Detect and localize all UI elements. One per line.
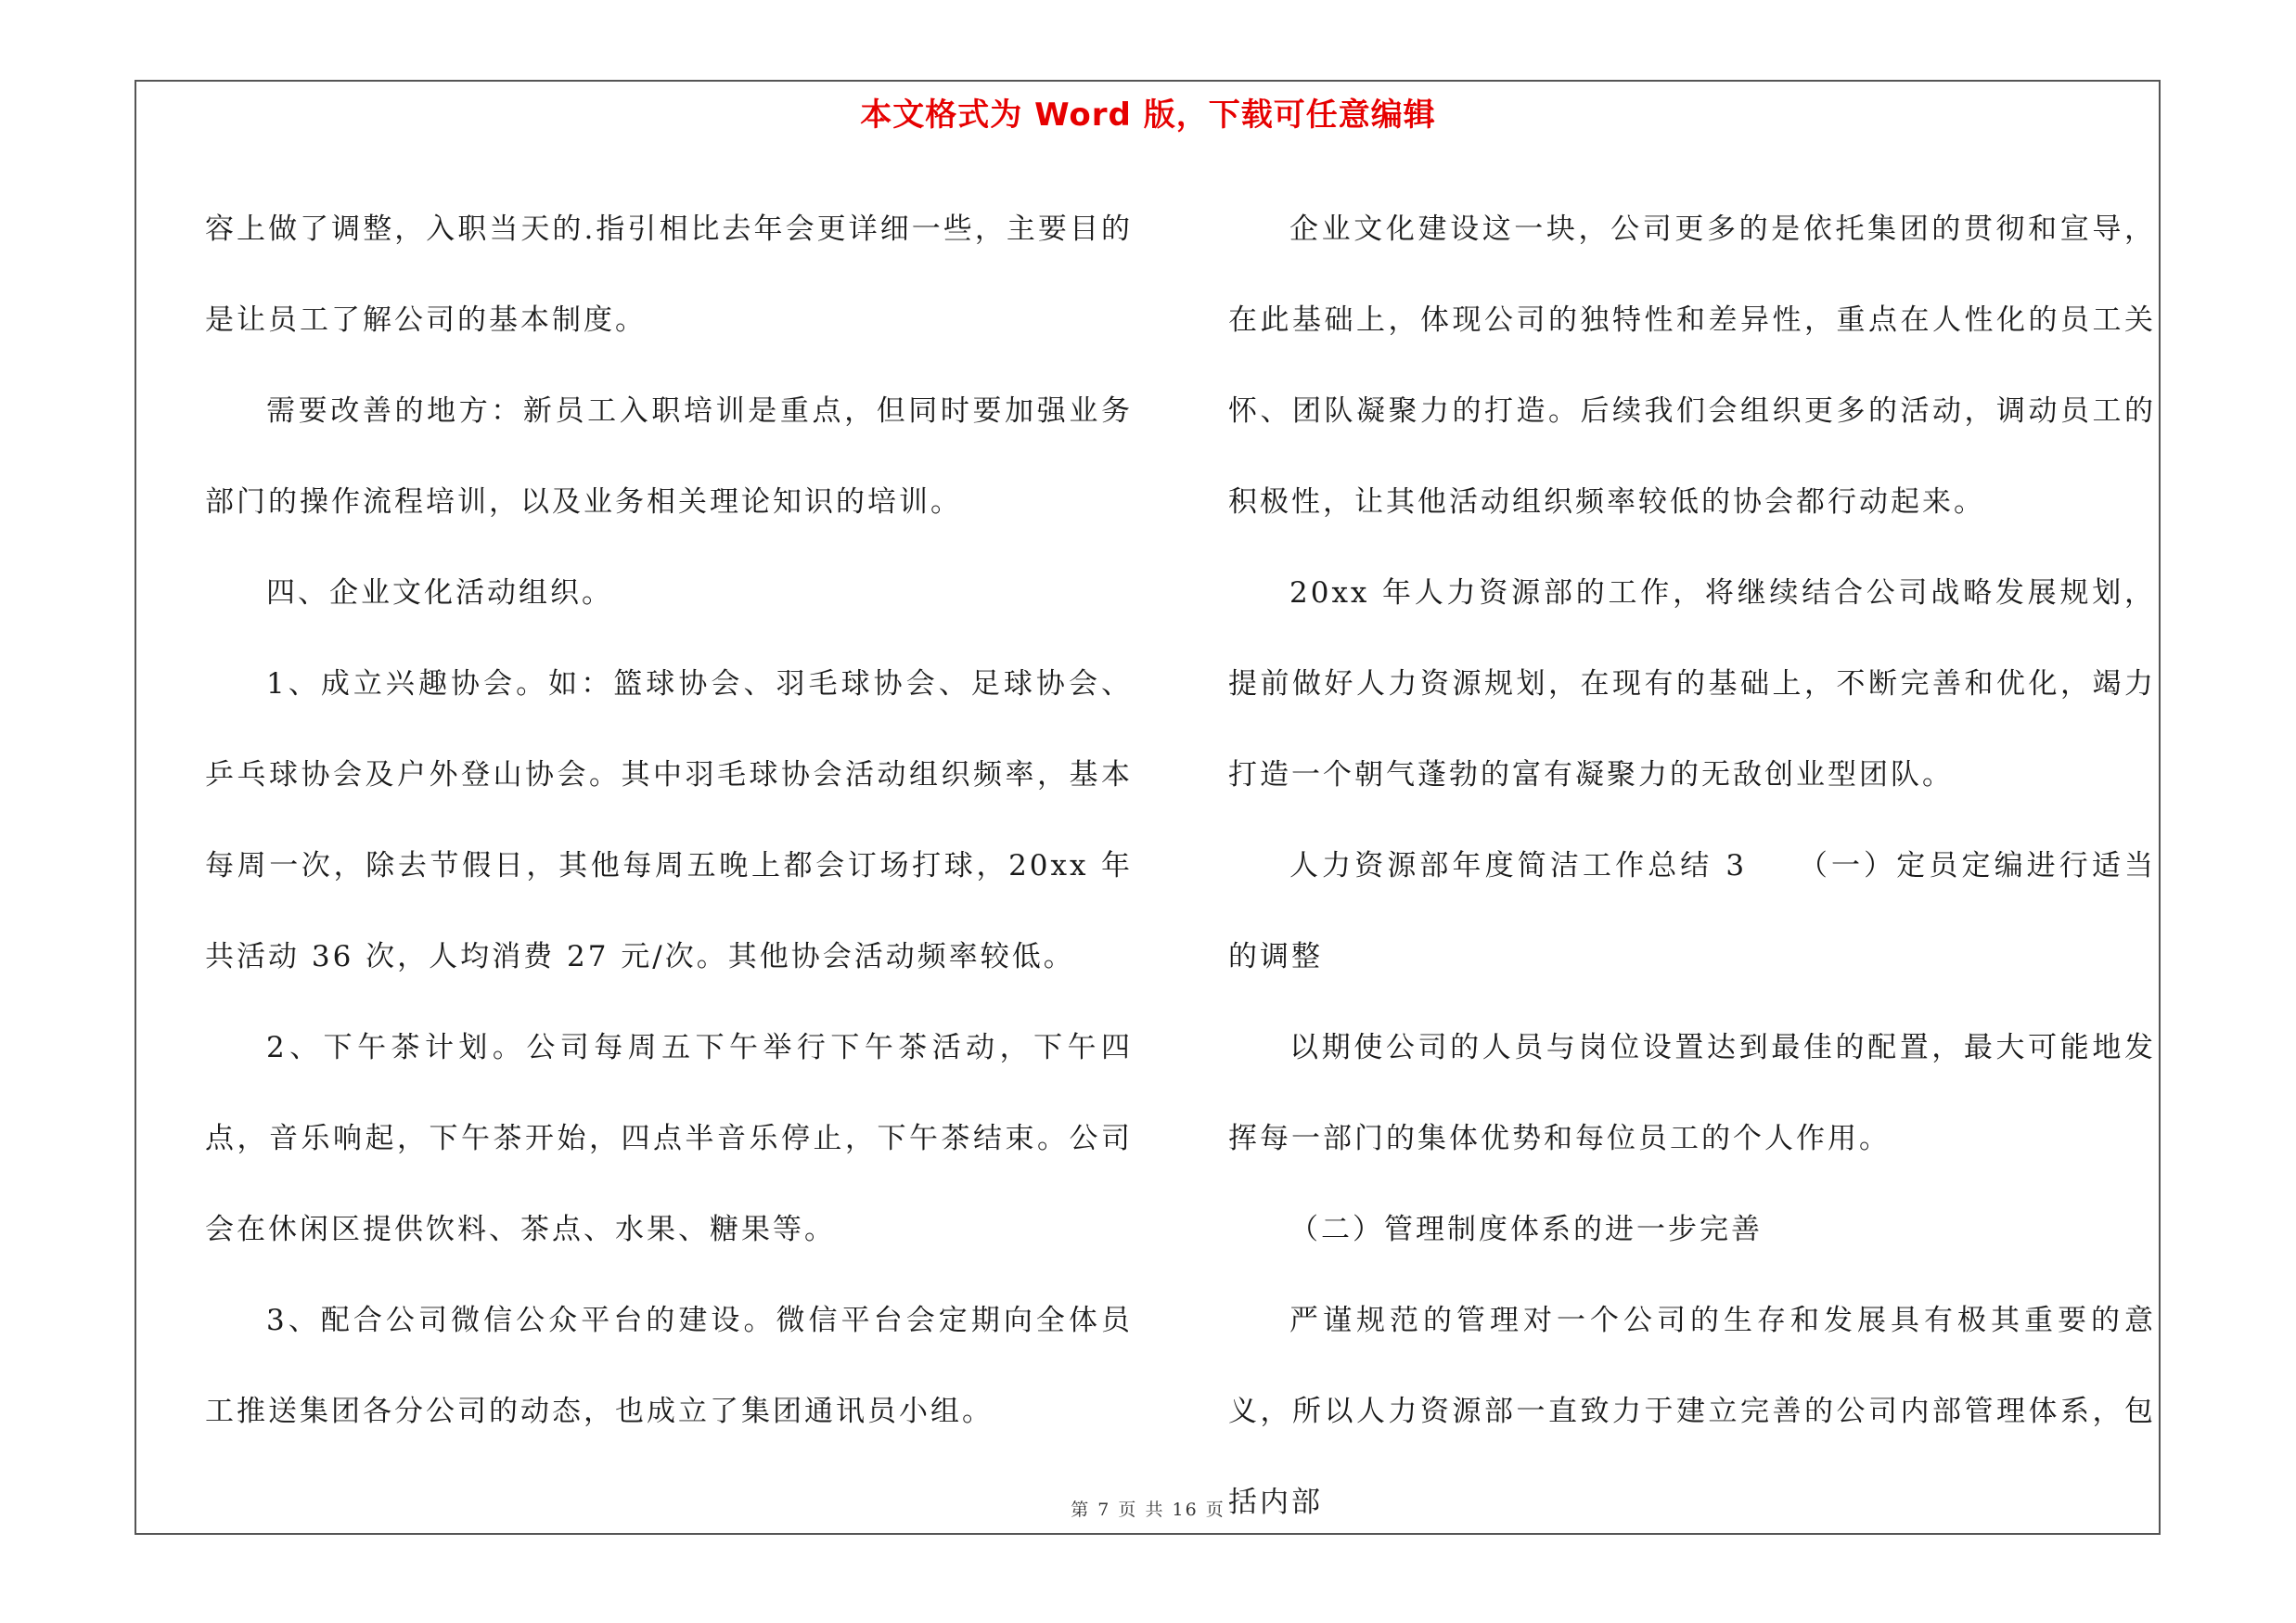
format-notice-banner: 本文格式为 Word 版，下载可任意编辑 (860, 97, 1436, 134)
section-heading: （二）管理制度体系的进一步完善 (1289, 1213, 1763, 1246)
paragraph: 人力资源部年度简洁工作总结 3 （一）定员定编进行适当的调整 (1228, 849, 2156, 973)
paragraph: 1、成立兴趣协会。如：篮球协会、羽毛球协会、足球协会、乒乓球协会及户外登山协会。其中羽毛球协会活动组织频率，基本每周一次，除去节假日，其他每周五晚上都会订场打球，20xx 年共活动 36 次，人均消费 27 元/次。其他协会活动频率较低。 (205, 667, 1133, 973)
paragraph: 企业文化建设这一块，公司更多的是依托集团的贯彻和宣导，在此基础上，体现公司的独特性和差异性，重点在人性化的员工关怀、团队凝聚力的打造。后续我们会组织更多的活动，调动员工的积极性，让其他活动组织频率较低的协会都行动起来。 (1228, 213, 2156, 519)
paragraph: 2、下午茶计划。公司每周五下午举行下午茶活动，下午四点，音乐响起，下午茶开始，四点半音乐停止，下午茶结束。公司会在休闲区提供饮料、茶点、水果、糖果等。 (205, 1031, 1133, 1246)
left-text-column (205, 184, 1133, 1457)
paragraph: 20xx 年人力资源部的工作，将继续结合公司战略发展规划，提前做好人力资源规划，在现有的基础上，不断完善和优化，竭力打造一个朝气蓬勃的富有凝聚力的无敌创业型团队。 (1228, 576, 2156, 792)
section-heading: 四、企业文化活动组织。 (266, 576, 613, 610)
paragraph: 容上做了调整，入职当天的.指引相比去年会更详细一些，主要目的是让员工了解公司的基本制度。 (205, 213, 1133, 337)
page-number-footer: 第 7 页 共 16 页 (1071, 1500, 1225, 1520)
paragraph: 需要改善的地方：新员工入职培训是重点，但同时要加强业务部门的操作流程培训，以及业务相关理论知识的培训。 (205, 394, 1133, 519)
paragraph: 严谨规范的管理对一个公司的生存和发展具有极其重要的意义，所以人力资源部一直致力于建立完善的公司内部管理体系，包括内部 (1228, 1304, 2156, 1519)
paragraph: 以期使公司的人员与岗位设置达到最佳的配置，最大可能地发挥每一部门的集体优势和每位员工的个人作用。 (1228, 1031, 2156, 1155)
paragraph: 3、配合公司微信公众平台的建设。微信平台会定期向全体员工推送集团各分公司的动态，也成立了集团通讯员小组。 (205, 1304, 1133, 1428)
right-text-column (1228, 184, 2156, 1548)
